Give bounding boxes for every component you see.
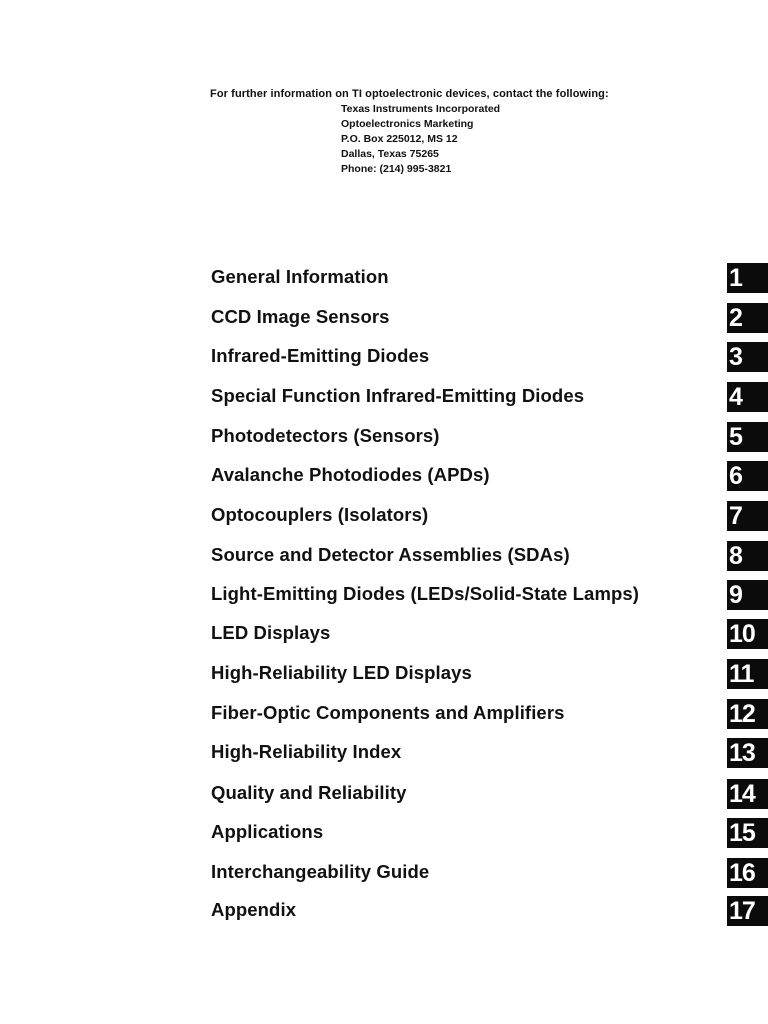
toc-entry-title: General Information xyxy=(211,266,389,287)
section-tab-marker xyxy=(727,541,768,571)
toc-entry-title: Source and Detector Assemblies (SDAs) xyxy=(211,544,570,565)
toc-entry-title: High-Reliability LED Displays xyxy=(211,662,472,683)
toc-entry-title: Special Function Infrared-Emitting Diodes xyxy=(211,385,585,406)
section-tab-marker xyxy=(727,738,768,768)
toc-entry-title: Quality and Reliability xyxy=(211,782,407,803)
toc-entry[interactable] xyxy=(0,580,768,610)
section-tab-marker xyxy=(727,382,768,412)
toc-entry-title: Infrared-Emitting Diodes xyxy=(211,345,430,366)
section-tab-number: 6 xyxy=(729,462,742,490)
section-tab-number: 16 xyxy=(729,859,755,887)
toc-entry[interactable] xyxy=(0,263,768,293)
section-tab-marker xyxy=(727,501,768,531)
section-tab-marker xyxy=(727,580,768,610)
address-line: Optoelectronics Marketing xyxy=(341,118,474,130)
section-tab-marker xyxy=(727,619,768,649)
toc-entry[interactable] xyxy=(0,342,768,372)
phone-line: Phone: (214) 995-3821 xyxy=(341,163,452,175)
toc-entry[interactable] xyxy=(0,541,768,571)
toc-entry[interactable] xyxy=(0,738,768,768)
toc-entry[interactable] xyxy=(0,659,768,689)
section-tab-marker xyxy=(727,461,768,491)
toc-entry[interactable] xyxy=(0,896,768,926)
toc-entry[interactable] xyxy=(0,382,768,412)
toc-entry[interactable] xyxy=(0,501,768,531)
section-tab-marker xyxy=(727,422,768,452)
section-tab-number: 8 xyxy=(729,542,742,570)
toc-entry-title: Fiber-Optic Components and Amplifiers xyxy=(211,702,565,723)
section-tab-number: 12 xyxy=(729,700,755,728)
toc-entry-title: Photodetectors (Sensors) xyxy=(211,425,440,446)
section-tab-marker xyxy=(727,342,768,372)
section-tab-marker xyxy=(727,779,768,809)
section-tab-marker xyxy=(727,659,768,689)
section-tab-number: 9 xyxy=(729,581,742,609)
toc-entry-title: Appendix xyxy=(211,899,297,920)
section-tab-number: 5 xyxy=(729,423,742,451)
section-tab-number: 3 xyxy=(729,343,742,371)
toc-entry-title: Interchangeability Guide xyxy=(211,861,430,882)
toc-entry[interactable] xyxy=(0,422,768,452)
section-tab-marker xyxy=(727,303,768,333)
address-line: P.O. Box 225012, MS 12 xyxy=(341,133,458,145)
address-line: Texas Instruments Incorporated xyxy=(341,103,501,115)
section-tab-number: 2 xyxy=(729,304,742,332)
contact-intro: For further information on TI optoelectronic devices, contact the following: xyxy=(210,88,609,100)
toc-entry[interactable] xyxy=(0,699,768,729)
section-tab-marker xyxy=(727,263,768,293)
toc-entry-title: High-Reliability Index xyxy=(211,741,402,762)
toc-entry-title: CCD Image Sensors xyxy=(211,306,390,327)
toc-entry-title: LED Displays xyxy=(211,622,331,643)
section-tab-number: 7 xyxy=(729,502,742,530)
section-tab-number: 17 xyxy=(729,897,755,925)
section-tab-number: 10 xyxy=(729,620,755,648)
toc-entry[interactable] xyxy=(0,818,768,848)
address-line: Dallas, Texas 75265 xyxy=(341,148,439,160)
toc-entry-title: Light-Emitting Diodes (LEDs/Solid-State Lamps) xyxy=(211,583,640,604)
toc-entry[interactable] xyxy=(0,858,768,888)
toc-entry[interactable] xyxy=(0,303,768,333)
section-tab-number: 1 xyxy=(729,264,742,292)
section-tab-number: 13 xyxy=(729,739,755,767)
section-tab-marker xyxy=(727,699,768,729)
toc-entry[interactable] xyxy=(0,779,768,809)
toc-entry-title: Optocouplers (Isolators) xyxy=(211,504,429,525)
section-tab-marker xyxy=(727,858,768,888)
toc-entry-title: Avalanche Photodiodes (APDs) xyxy=(211,464,490,485)
section-tab-marker xyxy=(727,896,768,926)
toc-entry[interactable] xyxy=(0,461,768,491)
section-tab-number: 15 xyxy=(729,819,755,847)
toc-entry[interactable] xyxy=(0,619,768,649)
section-tab-number: 14 xyxy=(729,780,755,808)
section-tab-marker xyxy=(727,818,768,848)
section-tab-number: 11 xyxy=(729,660,754,688)
section-tab-number: 4 xyxy=(729,383,742,411)
toc-entry-title: Applications xyxy=(211,821,324,842)
